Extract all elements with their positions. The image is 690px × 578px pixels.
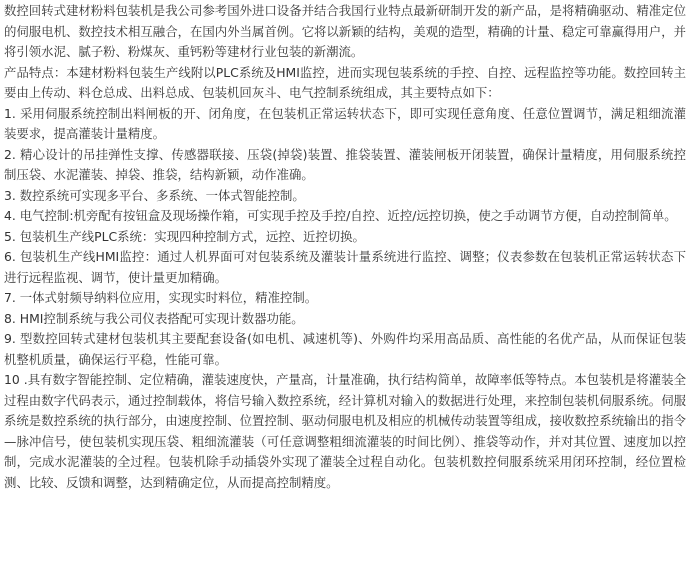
feature-item-5: 5. 包装机生产线PLC系统：实现四种控制方式，远控、近控切换。: [4, 228, 365, 244]
feature-item-1: 1. 采用伺服系统控制出料闸板的开、闭角度，在包装机正常运转状态下，即可实现任意角度、任意位置调节，满足粗细流灌装要求，提高灌装计量精度。: [4, 105, 686, 141]
feature-item-10: 10 .具有数字智能控制、定位精确，灌装速度快，产量高，计量准确，执行结构简单，故障率低等特点。本包装机是将灌装全过程由数字代码表示，通过控制载体，将信号输入数控系统，经计算机对输入的数据进行处理，来控制包装机伺服系统。伺服系统是数控系统的执行部分，由速度控制、位置控制、驱动伺服电机及相应的机械传动装置等组成，接收数控系统输出的指令—脉冲信号，使包装机实现压袋、粗细流灌装（可任意调整粗细流灌装的时间比例）、推袋等动作，并对其位置、速度加以控制，完成水泥灌装的全过程。包装机除手动插袋外实现了灌装全过程自动化。包装机数控伺服系统采用闭环控制，经位置检测、比较、反馈和调整，达到精确定位，从而提高控制精度。: [4, 372, 686, 490]
feature-item-7: 7. 一体式射频导纳料位应用，实现实时料位，精准控制。: [4, 290, 318, 305]
feature-item-9: 9. 型数控回转式建材包装机其主要配套设备(如电机、减速机等)、外购件均采用高品质、高性能的名优产品，从而保证包装机整机质量，确保运行平稳，性能可靠。: [4, 331, 686, 367]
feature-item-6: 6. 包装机生产线HMI监控：通过人机界面可对包装系统及灌装计量系统进行监控、调整；仪表参数在包装机正常运转状态下进行远程监视、调节，使计量更加精确。: [4, 249, 686, 285]
features-intro-paragraph: 产品特点：本建材粉料包装生产线附以PLC系统及HMI监控，进而实现包装系统的手控、自控、远程监控等功能。数控回转主要由上传动、料仓总成、出料总成、包装机回灰斗、电气控制系统组成，其主要特点如下：: [4, 64, 686, 100]
feature-item-4: 4. 电气控制:机旁配有按钮盒及现场操作箱，可实现手控及手控/自控、近控/远控切换，使之手动调节方便，自动控制简单。: [4, 208, 677, 223]
feature-item-3: 3. 数控系统可实现多平台、多系统、一体式智能控制。: [4, 187, 305, 203]
feature-item-2: 2. 精心设计的吊挂弹性支撑、传感器联接、压袋(掉袋)装置、推袋装置、灌装闸板开闭装置，确保计量精度，用伺服系统控制压袋、水泥灌装、掉袋、推袋，结构新颖，动作准确。: [4, 146, 686, 182]
intro-paragraph: 数控回转式建材粉料包装机是我公司参考国外进口设备并结合我国行业特点最新研制开发的新产品，是将精确驱动、精准定位的伺服电机、数控技术相互融合，在国内外当属首例。它将以新颖的结构，美观的造型，精确的计量、稳定可靠赢得用户，并将引领水泥、腻子粉、粉煤灰、重钙粉等建材行业包装的新潮流。: [4, 3, 686, 59]
feature-item-8: 8. HMI控制系统与我公司仪表搭配可实现计数器功能。: [4, 310, 304, 326]
